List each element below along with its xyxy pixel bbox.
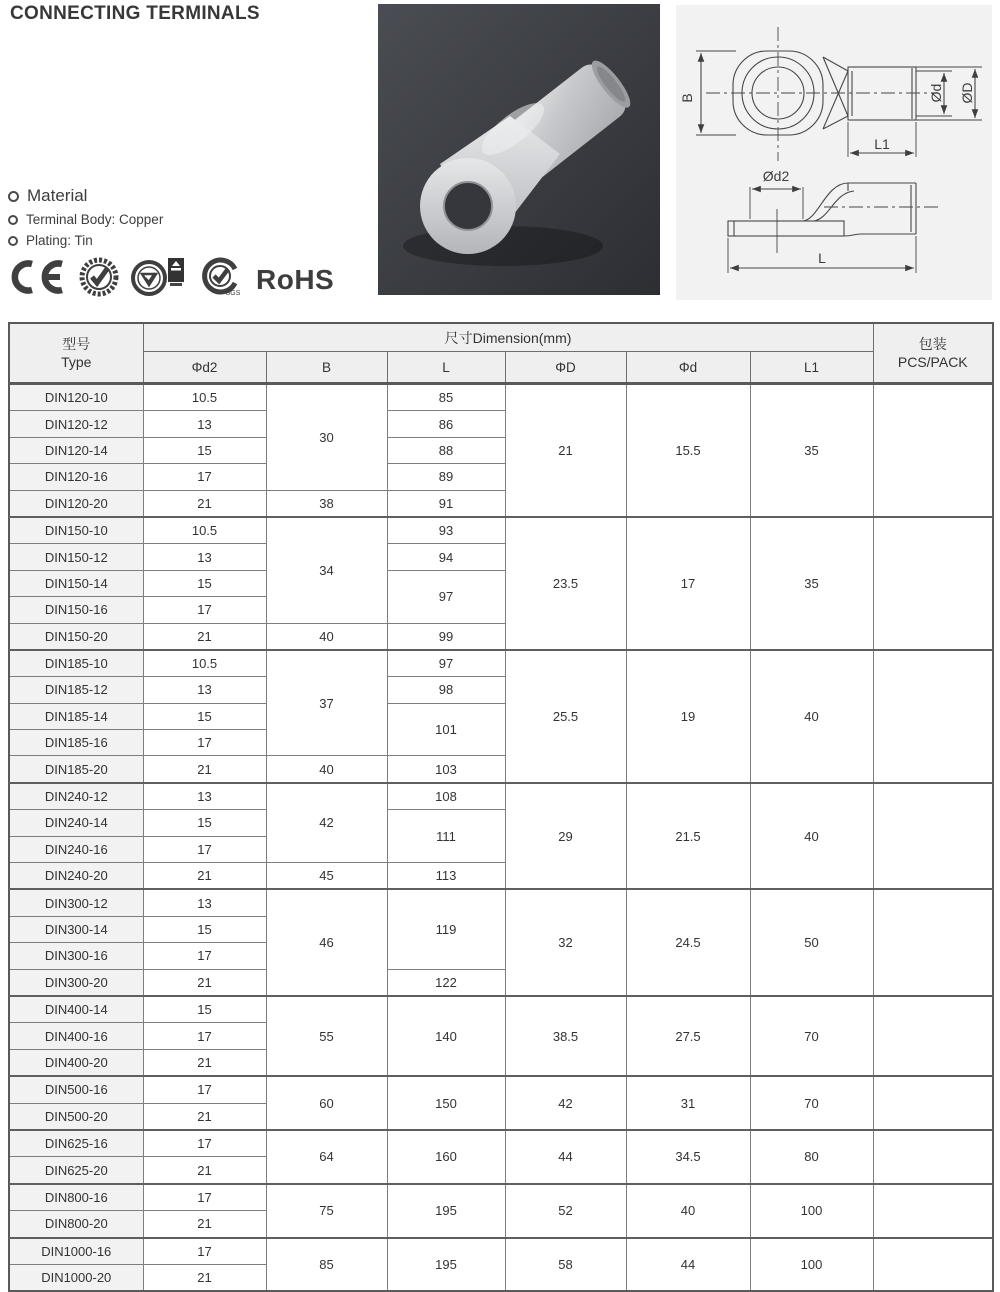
intertek-badge-icon <box>79 257 119 302</box>
value-cell: 15.5 <box>626 384 750 517</box>
type-cell: DIN120-14 <box>9 437 143 463</box>
col-header-pack <box>873 323 993 383</box>
value-cell: 40 <box>266 623 387 650</box>
type-cell: DIN150-10 <box>9 517 143 544</box>
value-cell: 85 <box>266 1238 387 1292</box>
value-cell: 50 <box>750 889 873 996</box>
dim-label-L1: L1 <box>874 136 890 152</box>
value-cell: 42 <box>505 1076 626 1130</box>
value-cell: 21 <box>505 384 626 517</box>
type-cell: DIN150-16 <box>9 597 143 623</box>
value-cell: 160 <box>387 1130 505 1184</box>
value-cell: 55 <box>266 996 387 1076</box>
value-cell: 13 <box>143 783 266 810</box>
value-cell: 21.5 <box>626 783 750 890</box>
value-cell: 40 <box>626 1184 750 1238</box>
table-row <box>9 1130 993 1157</box>
value-cell: 24.5 <box>626 889 750 996</box>
type-cell: DIN120-10 <box>9 384 143 411</box>
value-cell: 97 <box>387 570 505 623</box>
value-cell <box>873 1076 993 1130</box>
ring-bullet-icon <box>8 236 18 246</box>
value-cell: 46 <box>266 889 387 996</box>
value-cell: 13 <box>143 411 266 437</box>
svg-text:SGS: SGS <box>225 290 241 297</box>
table-row <box>9 517 993 544</box>
type-cell: DIN120-20 <box>9 490 143 517</box>
value-cell: 21 <box>143 1157 266 1184</box>
value-cell: 37 <box>266 650 387 756</box>
table-row <box>9 384 993 411</box>
type-cell: DIN1000-16 <box>9 1238 143 1265</box>
type-cell: DIN300-14 <box>9 916 143 942</box>
value-cell: 21 <box>143 1211 266 1238</box>
dim-label-B: B <box>679 93 695 103</box>
value-cell: 40 <box>266 756 387 783</box>
type-cell: DIN240-14 <box>9 810 143 836</box>
col-header-d: Φd <box>626 352 750 384</box>
type-cell: DIN150-20 <box>9 623 143 650</box>
value-cell: 44 <box>505 1130 626 1184</box>
value-cell: 195 <box>387 1184 505 1238</box>
type-cell: DIN240-12 <box>9 783 143 810</box>
value-cell: 103 <box>387 756 505 783</box>
value-cell: 21 <box>143 1049 266 1076</box>
value-cell: 17 <box>143 730 266 756</box>
value-cell: 35 <box>750 384 873 517</box>
value-cell: 21 <box>143 756 266 783</box>
col-header-L: L <box>387 352 505 384</box>
terminal-lug-photo <box>378 4 660 295</box>
type-cell: DIN1000-20 <box>9 1264 143 1291</box>
value-cell: 86 <box>387 411 505 437</box>
value-cell: 111 <box>387 810 505 863</box>
value-cell: 45 <box>266 863 387 890</box>
value-cell: 140 <box>387 996 505 1076</box>
type-cell: DIN185-16 <box>9 730 143 756</box>
value-cell: 32 <box>505 889 626 996</box>
material-heading: Material <box>27 186 88 205</box>
page-title: CONNECTING TERMINALS <box>10 3 260 24</box>
value-cell: 15 <box>143 996 266 1023</box>
iso-ukas-badge-icon <box>130 256 188 303</box>
type-cell: DIN625-20 <box>9 1157 143 1184</box>
value-cell: 108 <box>387 783 505 810</box>
value-cell <box>873 889 993 996</box>
value-cell: 38 <box>266 490 387 517</box>
spec-table <box>8 383 994 1292</box>
value-cell: 40 <box>750 650 873 783</box>
value-cell: 10.5 <box>143 650 266 677</box>
value-cell: 17 <box>143 464 266 490</box>
table-row <box>9 1184 993 1211</box>
type-cell: DIN400-14 <box>9 996 143 1023</box>
type-cell: DIN625-16 <box>9 1130 143 1157</box>
value-cell: 21 <box>143 1103 266 1130</box>
ce-mark-icon <box>6 259 68 300</box>
col-header-type-en: Type <box>61 354 92 370</box>
type-cell: DIN240-20 <box>9 863 143 890</box>
value-cell: 150 <box>387 1076 505 1130</box>
value-cell: 100 <box>750 1184 873 1238</box>
col-header-type-zh: 型号 <box>62 335 91 352</box>
value-cell: 13 <box>143 889 266 916</box>
type-cell: DIN150-12 <box>9 544 143 570</box>
material-item-line <box>8 233 163 248</box>
value-cell: 27.5 <box>626 996 750 1076</box>
table-row <box>9 1238 993 1265</box>
value-cell: 88 <box>387 437 505 463</box>
dimension-diagrams <box>676 5 992 300</box>
value-cell: 34 <box>266 517 387 623</box>
table-row <box>9 783 993 810</box>
dim-label-L: L <box>818 250 826 266</box>
type-cell: DIN185-10 <box>9 650 143 677</box>
col-header-D: ΦD <box>505 352 626 384</box>
value-cell: 17 <box>143 1184 266 1211</box>
value-cell: 42 <box>266 783 387 863</box>
type-cell: DIN120-12 <box>9 411 143 437</box>
value-cell: 93 <box>387 517 505 544</box>
value-cell: 15 <box>143 703 266 729</box>
value-cell <box>873 783 993 890</box>
value-cell: 70 <box>750 1076 873 1130</box>
value-cell: 21 <box>143 969 266 996</box>
col-header-d2: Φd2 <box>143 352 266 384</box>
rohs-label: RoHS <box>256 263 335 295</box>
value-cell: 13 <box>143 677 266 703</box>
certification-logos <box>6 256 334 303</box>
value-cell: 34.5 <box>626 1130 750 1184</box>
table-row <box>9 889 993 916</box>
value-cell: 17 <box>143 1130 266 1157</box>
value-cell: 89 <box>387 464 505 490</box>
product-photo <box>378 4 660 295</box>
material-item: Plating: Tin <box>26 233 93 248</box>
type-cell: DIN400-16 <box>9 1023 143 1049</box>
value-cell: 52 <box>505 1184 626 1238</box>
type-cell: DIN300-16 <box>9 943 143 969</box>
value-cell: 99 <box>387 623 505 650</box>
value-cell: 17 <box>143 597 266 623</box>
value-cell: 15 <box>143 437 266 463</box>
col-header-pack-en: PCS/PACK <box>897 354 968 370</box>
value-cell: 38.5 <box>505 996 626 1076</box>
dim-label-od: Ød <box>928 83 944 103</box>
ring-bullet-icon <box>8 191 19 202</box>
value-cell: 113 <box>387 863 505 890</box>
material-section <box>8 186 163 254</box>
value-cell: 25.5 <box>505 650 626 783</box>
col-header-L1: L1 <box>750 352 873 384</box>
value-cell: 31 <box>626 1076 750 1130</box>
type-cell: DIN300-12 <box>9 889 143 916</box>
value-cell <box>873 996 993 1076</box>
value-cell: 119 <box>387 889 505 969</box>
col-header-B: B <box>266 352 387 384</box>
value-cell: 17 <box>143 836 266 862</box>
value-cell: 15 <box>143 810 266 836</box>
material-item: Terminal Body: Copper <box>26 212 164 227</box>
table-row <box>9 650 993 677</box>
table-row <box>9 1076 993 1103</box>
material-heading-line <box>8 186 163 206</box>
value-cell <box>873 1130 993 1184</box>
value-cell: 64 <box>266 1130 387 1184</box>
value-cell: 30 <box>266 384 387 490</box>
value-cell: 15 <box>143 570 266 596</box>
type-cell: DIN150-14 <box>9 570 143 596</box>
value-cell: 21 <box>143 1264 266 1291</box>
value-cell: 58 <box>505 1238 626 1292</box>
value-cell: 17 <box>143 1023 266 1049</box>
type-cell: DIN240-16 <box>9 836 143 862</box>
value-cell <box>873 384 993 517</box>
value-cell: 91 <box>387 490 505 517</box>
value-cell: 10.5 <box>143 517 266 544</box>
sgs-badge-icon <box>199 256 245 303</box>
type-cell: DIN800-20 <box>9 1211 143 1238</box>
table-row <box>9 996 993 1023</box>
value-cell: 94 <box>387 544 505 570</box>
material-item-line <box>8 212 163 227</box>
value-cell: 98 <box>387 677 505 703</box>
ring-bullet-icon <box>8 215 18 225</box>
value-cell: 60 <box>266 1076 387 1130</box>
value-cell: 29 <box>505 783 626 890</box>
value-cell: 70 <box>750 996 873 1076</box>
type-cell: DIN185-14 <box>9 703 143 729</box>
spec-table-header <box>8 322 994 384</box>
type-cell: DIN800-16 <box>9 1184 143 1211</box>
value-cell: 35 <box>750 517 873 650</box>
value-cell: 19 <box>626 650 750 783</box>
type-cell: DIN120-16 <box>9 464 143 490</box>
value-cell: 23.5 <box>505 517 626 650</box>
value-cell: 10.5 <box>143 384 266 411</box>
value-cell <box>873 517 993 650</box>
type-cell: DIN300-20 <box>9 969 143 996</box>
value-cell: 13 <box>143 544 266 570</box>
type-cell: DIN500-16 <box>9 1076 143 1103</box>
value-cell: 21 <box>143 623 266 650</box>
type-cell: DIN185-20 <box>9 756 143 783</box>
value-cell: 75 <box>266 1184 387 1238</box>
dim-label-od2: Ød2 <box>762 168 790 184</box>
type-cell: DIN185-12 <box>9 677 143 703</box>
value-cell: 101 <box>387 703 505 756</box>
col-header-pack-zh: 包装 <box>918 335 947 352</box>
value-cell: 97 <box>387 650 505 677</box>
value-cell: 80 <box>750 1130 873 1184</box>
value-cell: 15 <box>143 916 266 942</box>
value-cell: 21 <box>143 863 266 890</box>
value-cell: 122 <box>387 969 505 996</box>
value-cell: 195 <box>387 1238 505 1292</box>
value-cell: 17 <box>143 1076 266 1103</box>
value-cell: 21 <box>143 490 266 517</box>
col-header-type <box>9 323 143 383</box>
type-cell: DIN400-20 <box>9 1049 143 1076</box>
value-cell <box>873 650 993 783</box>
value-cell: 17 <box>626 517 750 650</box>
value-cell: 17 <box>143 1238 266 1265</box>
type-cell: DIN500-20 <box>9 1103 143 1130</box>
value-cell: 85 <box>387 384 505 411</box>
value-cell: 17 <box>143 943 266 969</box>
value-cell <box>873 1238 993 1292</box>
dimension-drawing <box>676 5 992 300</box>
col-header-dimension-group: 尺寸Dimension(mm) <box>143 323 873 352</box>
dim-label-oD: ØD <box>959 82 975 104</box>
value-cell <box>873 1184 993 1238</box>
value-cell: 40 <box>750 783 873 890</box>
value-cell: 100 <box>750 1238 873 1292</box>
value-cell: 44 <box>626 1238 750 1292</box>
